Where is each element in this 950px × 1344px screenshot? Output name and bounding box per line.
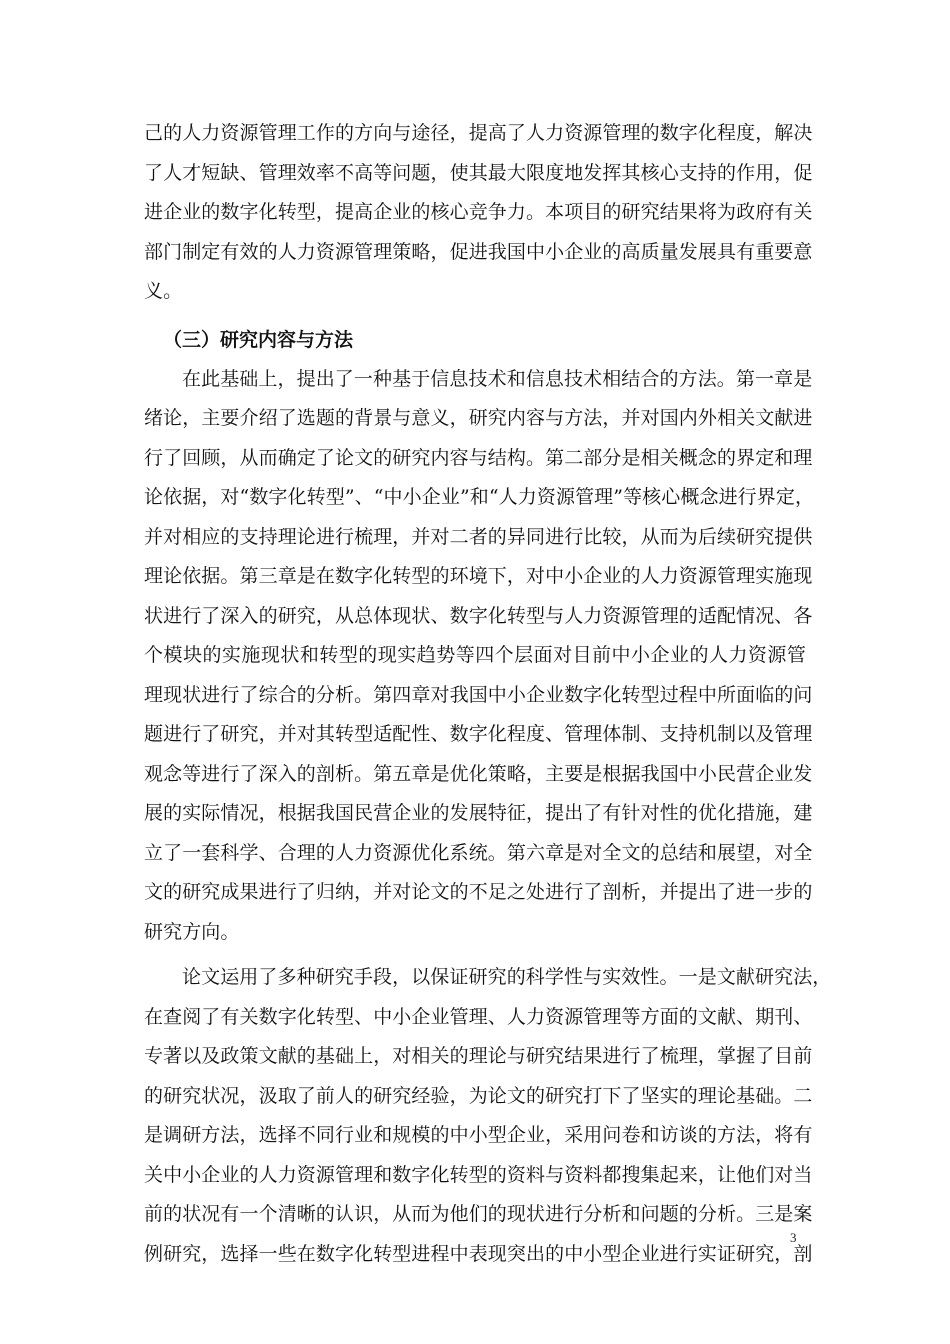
text-line: 的研究状况，汲取了前人的研究经验，为论文的研究打下了坚实的理论基础。二 xyxy=(144,1084,813,1107)
text-line: 立了一套科学、合理的人力资源优化系统。第六章是对全文的总结和展望，对全 xyxy=(144,841,813,864)
text-line: 了人才短缺、管理效率不高等问题，使其最大限度地发挥其核心支持的作用，促 xyxy=(144,161,813,184)
text-line: 理论依据。第三章是在数字化转型的环境下，对中小企业的人力资源管理实施现 xyxy=(144,565,813,587)
text-line: 在此基础上，提出了一种基于信息技术和信息技术相结合的方法。第一章是 xyxy=(182,367,813,390)
text-line: 论依据，对“数字化转型”、“中小企业”和“人力资源管理”等核心概念进行界定， xyxy=(144,486,815,508)
text-line: 文的研究成果进行了归纳，并对论文的不足之处进行了剖析，并提出了进一步的 xyxy=(144,881,813,903)
text-line: 在查阅了有关数字化转型、中小企业管理、人力资源管理等方面的文献、期刊、 xyxy=(144,1005,813,1028)
text-line: 义。 xyxy=(144,280,183,302)
text-line: 展的实际情况，根据我国民营企业的发展特征，提出了有针对性的优化措施，建 xyxy=(144,802,813,824)
text-line: 状进行了深入的研究，从总体现状、数字化转型与人力资源管理的适配情况、各 xyxy=(144,604,813,627)
text-line: 绪论，主要介绍了选题的背景与意义，研究内容与方法，并对国内外相关文献进 xyxy=(144,407,813,429)
page-number: 3 xyxy=(790,1230,797,1245)
text-line: 进企业的数字化转型，提高企业的核心竞争力。本项目的研究结果将为政府有关 xyxy=(144,201,813,223)
text-line: 观念等进行了深入的剖析。第五章是优化策略，主要是根据我国中小民营企业发 xyxy=(144,762,813,785)
text-line: 并对相应的支持理论进行梳理，并对二者的异同进行比较，从而为后续研究提供 xyxy=(144,525,813,548)
text-line: 专著以及政策文献的基础上，对相关的理论与研究结果进行了梳理，掌握了目前 xyxy=(144,1045,813,1067)
text-line: 例研究，选择一些在数字化转型进程中表现突出的中小型企业进行实证研究，剖 xyxy=(144,1242,813,1265)
text-line: 论文运用了多种研究手段，以保证研究的科学性与实效性。一是文献研究法， xyxy=(182,966,832,988)
paragraph-2 xyxy=(144,360,815,953)
text-line: 理现状进行了综合的分析。第四章对我国中小企业数字化转型过程中所面临的问 xyxy=(144,683,813,706)
text-line: 题进行了研究，并对其转型适配性、数字化程度、管理体制、支持机制以及管理 xyxy=(144,723,813,745)
text-line: 行了回顾，从而确定了论文的研究内容与结构。第二部分是相关概念的界定和理 xyxy=(144,446,813,469)
text-line: 己的人力资源管理工作的方向与途径，提高了人力资源管理的数字化程度，解决 xyxy=(144,122,813,144)
text-line: 部门制定有效的人力资源管理策略，促进我国中小企业的高质量发展具有重要意 xyxy=(144,240,813,263)
text-line: 是调研方法，选择不同行业和规模的中小型企业，采用问卷和访谈的方法，将有 xyxy=(144,1124,813,1146)
document-body xyxy=(144,114,832,1274)
section-heading: （三）研究内容与方法 xyxy=(163,328,354,351)
paragraph-3 xyxy=(144,958,832,1274)
text-line: 个模块的实施现状和转型的现实趋势等四个层面对目前中小企业的人力资源管 xyxy=(144,644,806,666)
text-line: 前的状况有一个清晰的认识，从而为他们的现状进行分析和问题的分析。三是案 xyxy=(144,1203,813,1225)
paragraph-1 xyxy=(144,114,813,312)
text-line: 研究方向。 xyxy=(144,920,240,943)
text-line: 关中小企业的人力资源管理和数字化转型的资料与资料都搜集起来，让他们对当 xyxy=(144,1163,813,1186)
